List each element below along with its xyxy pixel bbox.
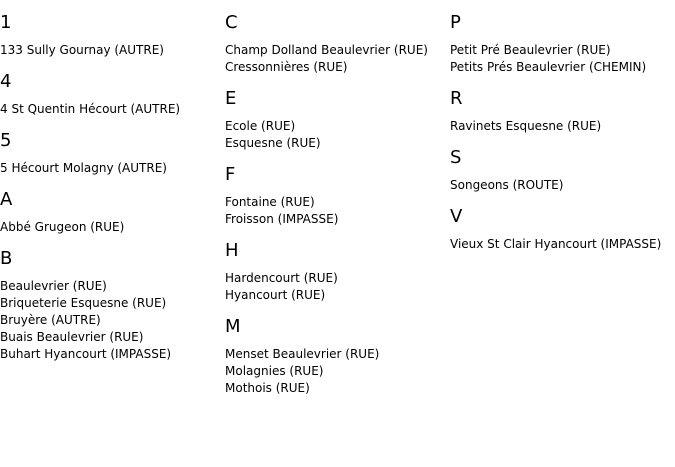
letter-group-a [0, 189, 222, 236]
street-index-column-1 [0, 0, 222, 369]
letter-group-m [225, 316, 447, 397]
street-link[interactable]: Mothois (RUE) [225, 381, 310, 395]
street-link[interactable]: Menset Beaulevrier (RUE) [225, 347, 380, 361]
group-heading: V [450, 206, 463, 227]
street-link[interactable]: Ecole (RUE) [225, 119, 296, 133]
letter-group-s [450, 147, 672, 194]
letter-group-b [0, 248, 222, 363]
street-link[interactable]: 5 Hécourt Molagny (AUTRE) [0, 161, 167, 175]
letter-group-c [225, 12, 447, 76]
street-link[interactable]: Champ Dolland Beaulevrier (RUE) [225, 43, 428, 57]
group-heading: C [225, 12, 238, 33]
group-heading: 4 [0, 71, 12, 92]
street-link[interactable]: Abbé Grugeon (RUE) [0, 220, 125, 234]
street-link[interactable]: Hyancourt (RUE) [225, 288, 326, 302]
street-link[interactable]: Hardencourt (RUE) [225, 271, 338, 285]
group-heading: A [0, 189, 13, 210]
street-link[interactable]: Buhart Hyancourt (IMPASSE) [0, 347, 172, 361]
letter-group-v [450, 206, 672, 253]
letter-group-4 [0, 71, 222, 118]
letter-group-f [225, 164, 447, 228]
street-link[interactable]: 133 Sully Gournay (AUTRE) [0, 43, 164, 57]
street-link[interactable]: 4 St Quentin Hécourt (AUTRE) [0, 102, 181, 116]
group-heading: 5 [0, 130, 12, 151]
letter-group-1 [0, 12, 222, 59]
group-heading: S [450, 147, 462, 168]
street-link[interactable]: Ravinets Esquesne (RUE) [450, 119, 602, 133]
street-link[interactable]: Buais Beaulevrier (RUE) [0, 330, 144, 344]
street-link[interactable]: Briqueterie Esquesne (RUE) [0, 296, 167, 310]
group-heading: B [0, 248, 13, 269]
street-link[interactable]: Fontaine (RUE) [225, 195, 315, 209]
letter-group-r [450, 88, 672, 135]
letter-group-5 [0, 130, 222, 177]
street-link[interactable]: Esquesne (RUE) [225, 136, 321, 150]
group-heading: E [225, 88, 237, 109]
street-link[interactable]: Beaulevrier (RUE) [0, 279, 107, 293]
street-link[interactable]: Froisson (IMPASSE) [225, 212, 339, 226]
street-link[interactable]: Molagnies (RUE) [225, 364, 324, 378]
letter-group-h [225, 240, 447, 304]
street-link[interactable]: Bruyère (AUTRE) [0, 313, 101, 327]
group-heading: M [225, 316, 241, 337]
street-link[interactable]: Vieux St Clair Hyancourt (IMPASSE) [450, 237, 662, 251]
street-link[interactable]: Songeons (ROUTE) [450, 178, 564, 192]
street-link[interactable]: Petits Prés Beaulevrier (CHEMIN) [450, 60, 647, 74]
group-heading: H [225, 240, 239, 261]
group-heading: 1 [0, 12, 12, 33]
group-heading: R [450, 88, 463, 109]
letter-group-e [225, 88, 447, 152]
letter-group-p [450, 12, 672, 76]
group-heading: P [450, 12, 461, 33]
street-index-column-3 [450, 0, 672, 259]
street-link[interactable]: Petit Pré Beaulevrier (RUE) [450, 43, 611, 57]
group-heading: F [225, 164, 236, 185]
street-link[interactable]: Cressonnières (RUE) [225, 60, 348, 74]
street-index-column-2 [225, 0, 447, 403]
